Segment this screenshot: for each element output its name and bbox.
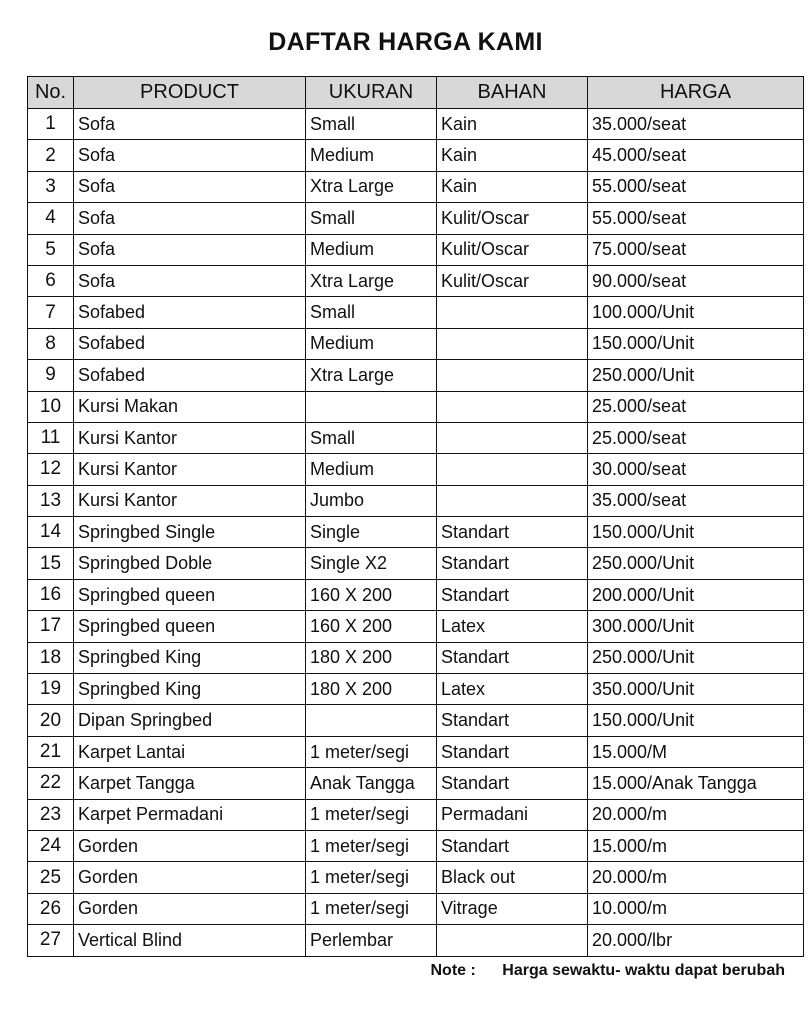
cell-product: Gorden xyxy=(74,893,306,924)
note-text: Harga sewaktu- waktu dapat berubah xyxy=(502,962,785,979)
cell-ukuran: 180 X 200 xyxy=(306,674,437,705)
cell-product: Dipan Springbed xyxy=(74,705,306,736)
cell-no: 4 xyxy=(28,203,74,234)
table-row xyxy=(28,454,804,485)
cell-harga: 35.000/seat xyxy=(588,109,804,140)
cell-harga: 20.000/m xyxy=(588,799,804,830)
cell-ukuran xyxy=(306,391,437,422)
cell-ukuran: Medium xyxy=(306,454,437,485)
cell-no: 26 xyxy=(28,893,74,924)
cell-no: 3 xyxy=(28,171,74,202)
cell-ukuran: Small xyxy=(306,109,437,140)
cell-product: Sofa xyxy=(74,203,306,234)
cell-product: Kursi Kantor xyxy=(74,485,306,516)
cell-ukuran: 160 X 200 xyxy=(306,611,437,642)
cell-ukuran: Xtra Large xyxy=(306,171,437,202)
cell-ukuran: 1 meter/segi xyxy=(306,736,437,767)
cell-product: Kursi Makan xyxy=(74,391,306,422)
cell-ukuran: Medium xyxy=(306,328,437,359)
cell-bahan: Standart xyxy=(437,642,588,673)
cell-bahan: Standart xyxy=(437,830,588,861)
table-row xyxy=(28,674,804,705)
cell-bahan: Standart xyxy=(437,517,588,548)
cell-no: 10 xyxy=(28,391,74,422)
cell-bahan xyxy=(437,422,588,453)
cell-no: 16 xyxy=(28,579,74,610)
cell-bahan: Standart xyxy=(437,548,588,579)
cell-bahan: Black out xyxy=(437,862,588,893)
price-table xyxy=(27,76,804,957)
cell-product: Springbed King xyxy=(74,674,306,705)
cell-no: 17 xyxy=(28,611,74,642)
cell-no: 11 xyxy=(28,422,74,453)
cell-ukuran xyxy=(306,705,437,736)
cell-harga: 20.000/lbr xyxy=(588,925,804,956)
cell-harga: 300.000/Unit xyxy=(588,611,804,642)
cell-ukuran: Medium xyxy=(306,234,437,265)
cell-ukuran: 180 X 200 xyxy=(306,642,437,673)
cell-product: Karpet Lantai xyxy=(74,736,306,767)
cell-product: Sofa xyxy=(74,140,306,171)
cell-harga: 150.000/Unit xyxy=(588,705,804,736)
table-row xyxy=(28,579,804,610)
column-header-product: PRODUCT xyxy=(74,77,306,109)
cell-product: Sofa xyxy=(74,234,306,265)
cell-no: 27 xyxy=(28,925,74,956)
page-title: DAFTAR HARGA KAMI xyxy=(268,28,543,56)
cell-ukuran: 1 meter/segi xyxy=(306,862,437,893)
cell-harga: 55.000/seat xyxy=(588,203,804,234)
cell-ukuran: Anak Tangga xyxy=(306,768,437,799)
table-row xyxy=(28,925,804,956)
cell-no: 12 xyxy=(28,454,74,485)
cell-product: Vertical Blind xyxy=(74,925,306,956)
cell-ukuran: 1 meter/segi xyxy=(306,830,437,861)
cell-bahan: Vitrage xyxy=(437,893,588,924)
cell-no: 19 xyxy=(28,674,74,705)
cell-product: Sofabed xyxy=(74,297,306,328)
table-row xyxy=(28,705,804,736)
cell-harga: 250.000/Unit xyxy=(588,548,804,579)
cell-harga: 30.000/seat xyxy=(588,454,804,485)
note xyxy=(430,962,785,980)
table-row xyxy=(28,485,804,516)
cell-bahan xyxy=(437,454,588,485)
column-header-bahan: BAHAN xyxy=(437,77,588,109)
cell-bahan: Kain xyxy=(437,140,588,171)
table-row xyxy=(28,893,804,924)
cell-ukuran: Xtra Large xyxy=(306,360,437,391)
cell-bahan: Standart xyxy=(437,736,588,767)
cell-product: Kursi Kantor xyxy=(74,454,306,485)
cell-no: 13 xyxy=(28,485,74,516)
table-row xyxy=(28,234,804,265)
cell-ukuran: Single xyxy=(306,517,437,548)
table-row xyxy=(28,171,804,202)
cell-harga: 15.000/m xyxy=(588,830,804,861)
cell-product: Kursi Kantor xyxy=(74,422,306,453)
table-body xyxy=(28,109,804,957)
cell-no: 20 xyxy=(28,705,74,736)
cell-no: 21 xyxy=(28,736,74,767)
cell-product: Springbed King xyxy=(74,642,306,673)
cell-ukuran: 1 meter/segi xyxy=(306,799,437,830)
cell-harga: 150.000/Unit xyxy=(588,517,804,548)
column-header-no: No. xyxy=(28,77,74,109)
table-row xyxy=(28,265,804,296)
table-row xyxy=(28,360,804,391)
cell-bahan xyxy=(437,360,588,391)
cell-harga: 250.000/Unit xyxy=(588,642,804,673)
table-row xyxy=(28,830,804,861)
cell-no: 15 xyxy=(28,548,74,579)
cell-product: Gorden xyxy=(74,830,306,861)
cell-bahan xyxy=(437,391,588,422)
table-row xyxy=(28,736,804,767)
cell-bahan: Latex xyxy=(437,611,588,642)
cell-product: Springbed Doble xyxy=(74,548,306,579)
cell-product: Sofa xyxy=(74,109,306,140)
cell-ukuran: 160 X 200 xyxy=(306,579,437,610)
cell-ukuran: Jumbo xyxy=(306,485,437,516)
cell-no: 24 xyxy=(28,830,74,861)
cell-harga: 250.000/Unit xyxy=(588,360,804,391)
cell-bahan: Standart xyxy=(437,768,588,799)
cell-harga: 15.000/M xyxy=(588,736,804,767)
cell-ukuran: Perlembar xyxy=(306,925,437,956)
cell-no: 22 xyxy=(28,768,74,799)
cell-no: 6 xyxy=(28,265,74,296)
cell-no: 8 xyxy=(28,328,74,359)
cell-no: 1 xyxy=(28,109,74,140)
cell-ukuran: Small xyxy=(306,297,437,328)
cell-product: Springbed Single xyxy=(74,517,306,548)
table-row xyxy=(28,517,804,548)
cell-product: Sofa xyxy=(74,265,306,296)
cell-harga: 90.000/seat xyxy=(588,265,804,296)
cell-harga: 35.000/seat xyxy=(588,485,804,516)
cell-ukuran: Xtra Large xyxy=(306,265,437,296)
cell-bahan: Standart xyxy=(437,579,588,610)
cell-harga: 55.000/seat xyxy=(588,171,804,202)
cell-harga: 10.000/m xyxy=(588,893,804,924)
cell-no: 25 xyxy=(28,862,74,893)
cell-harga: 25.000/seat xyxy=(588,391,804,422)
cell-product: Springbed queen xyxy=(74,579,306,610)
cell-product: Sofabed xyxy=(74,328,306,359)
cell-product: Sofabed xyxy=(74,360,306,391)
cell-product: Gorden xyxy=(74,862,306,893)
cell-bahan: Kulit/Oscar xyxy=(437,234,588,265)
cell-harga: 25.000/seat xyxy=(588,422,804,453)
cell-ukuran: Single X2 xyxy=(306,548,437,579)
table-row xyxy=(28,391,804,422)
cell-harga: 45.000/seat xyxy=(588,140,804,171)
cell-harga: 350.000/Unit xyxy=(588,674,804,705)
cell-no: 23 xyxy=(28,799,74,830)
cell-bahan: Latex xyxy=(437,674,588,705)
table-row xyxy=(28,203,804,234)
cell-bahan xyxy=(437,297,588,328)
table-row xyxy=(28,109,804,140)
cell-harga: 75.000/seat xyxy=(588,234,804,265)
cell-bahan: Kulit/Oscar xyxy=(437,265,588,296)
table-row xyxy=(28,768,804,799)
cell-harga: 200.000/Unit xyxy=(588,579,804,610)
cell-no: 9 xyxy=(28,360,74,391)
cell-bahan xyxy=(437,485,588,516)
cell-no: 2 xyxy=(28,140,74,171)
cell-no: 7 xyxy=(28,297,74,328)
note-label: Note : xyxy=(430,962,476,979)
cell-harga: 20.000/m xyxy=(588,862,804,893)
cell-bahan xyxy=(437,925,588,956)
table-row xyxy=(28,862,804,893)
cell-bahan: Standart xyxy=(437,705,588,736)
cell-bahan: Kain xyxy=(437,109,588,140)
cell-ukuran: Small xyxy=(306,203,437,234)
cell-product: Sofa xyxy=(74,171,306,202)
column-header-harga: HARGA xyxy=(588,77,804,109)
cell-bahan: Kulit/Oscar xyxy=(437,203,588,234)
cell-harga: 100.000/Unit xyxy=(588,297,804,328)
cell-harga: 150.000/Unit xyxy=(588,328,804,359)
cell-bahan: Kain xyxy=(437,171,588,202)
table-row xyxy=(28,297,804,328)
cell-product: Karpet Tangga xyxy=(74,768,306,799)
cell-product: Springbed queen xyxy=(74,611,306,642)
table-row xyxy=(28,799,804,830)
cell-product: Karpet Permadani xyxy=(74,799,306,830)
column-header-ukuran: UKURAN xyxy=(306,77,437,109)
cell-ukuran: Small xyxy=(306,422,437,453)
cell-bahan xyxy=(437,328,588,359)
cell-no: 14 xyxy=(28,517,74,548)
table-row xyxy=(28,611,804,642)
table-header-row xyxy=(28,77,804,109)
table-row xyxy=(28,548,804,579)
cell-no: 5 xyxy=(28,234,74,265)
table-row xyxy=(28,642,804,673)
table-row xyxy=(28,422,804,453)
table-row xyxy=(28,328,804,359)
table-row xyxy=(28,140,804,171)
cell-ukuran: Medium xyxy=(306,140,437,171)
cell-bahan: Permadani xyxy=(437,799,588,830)
cell-harga: 15.000/Anak Tangga xyxy=(588,768,804,799)
cell-ukuran: 1 meter/segi xyxy=(306,893,437,924)
cell-no: 18 xyxy=(28,642,74,673)
